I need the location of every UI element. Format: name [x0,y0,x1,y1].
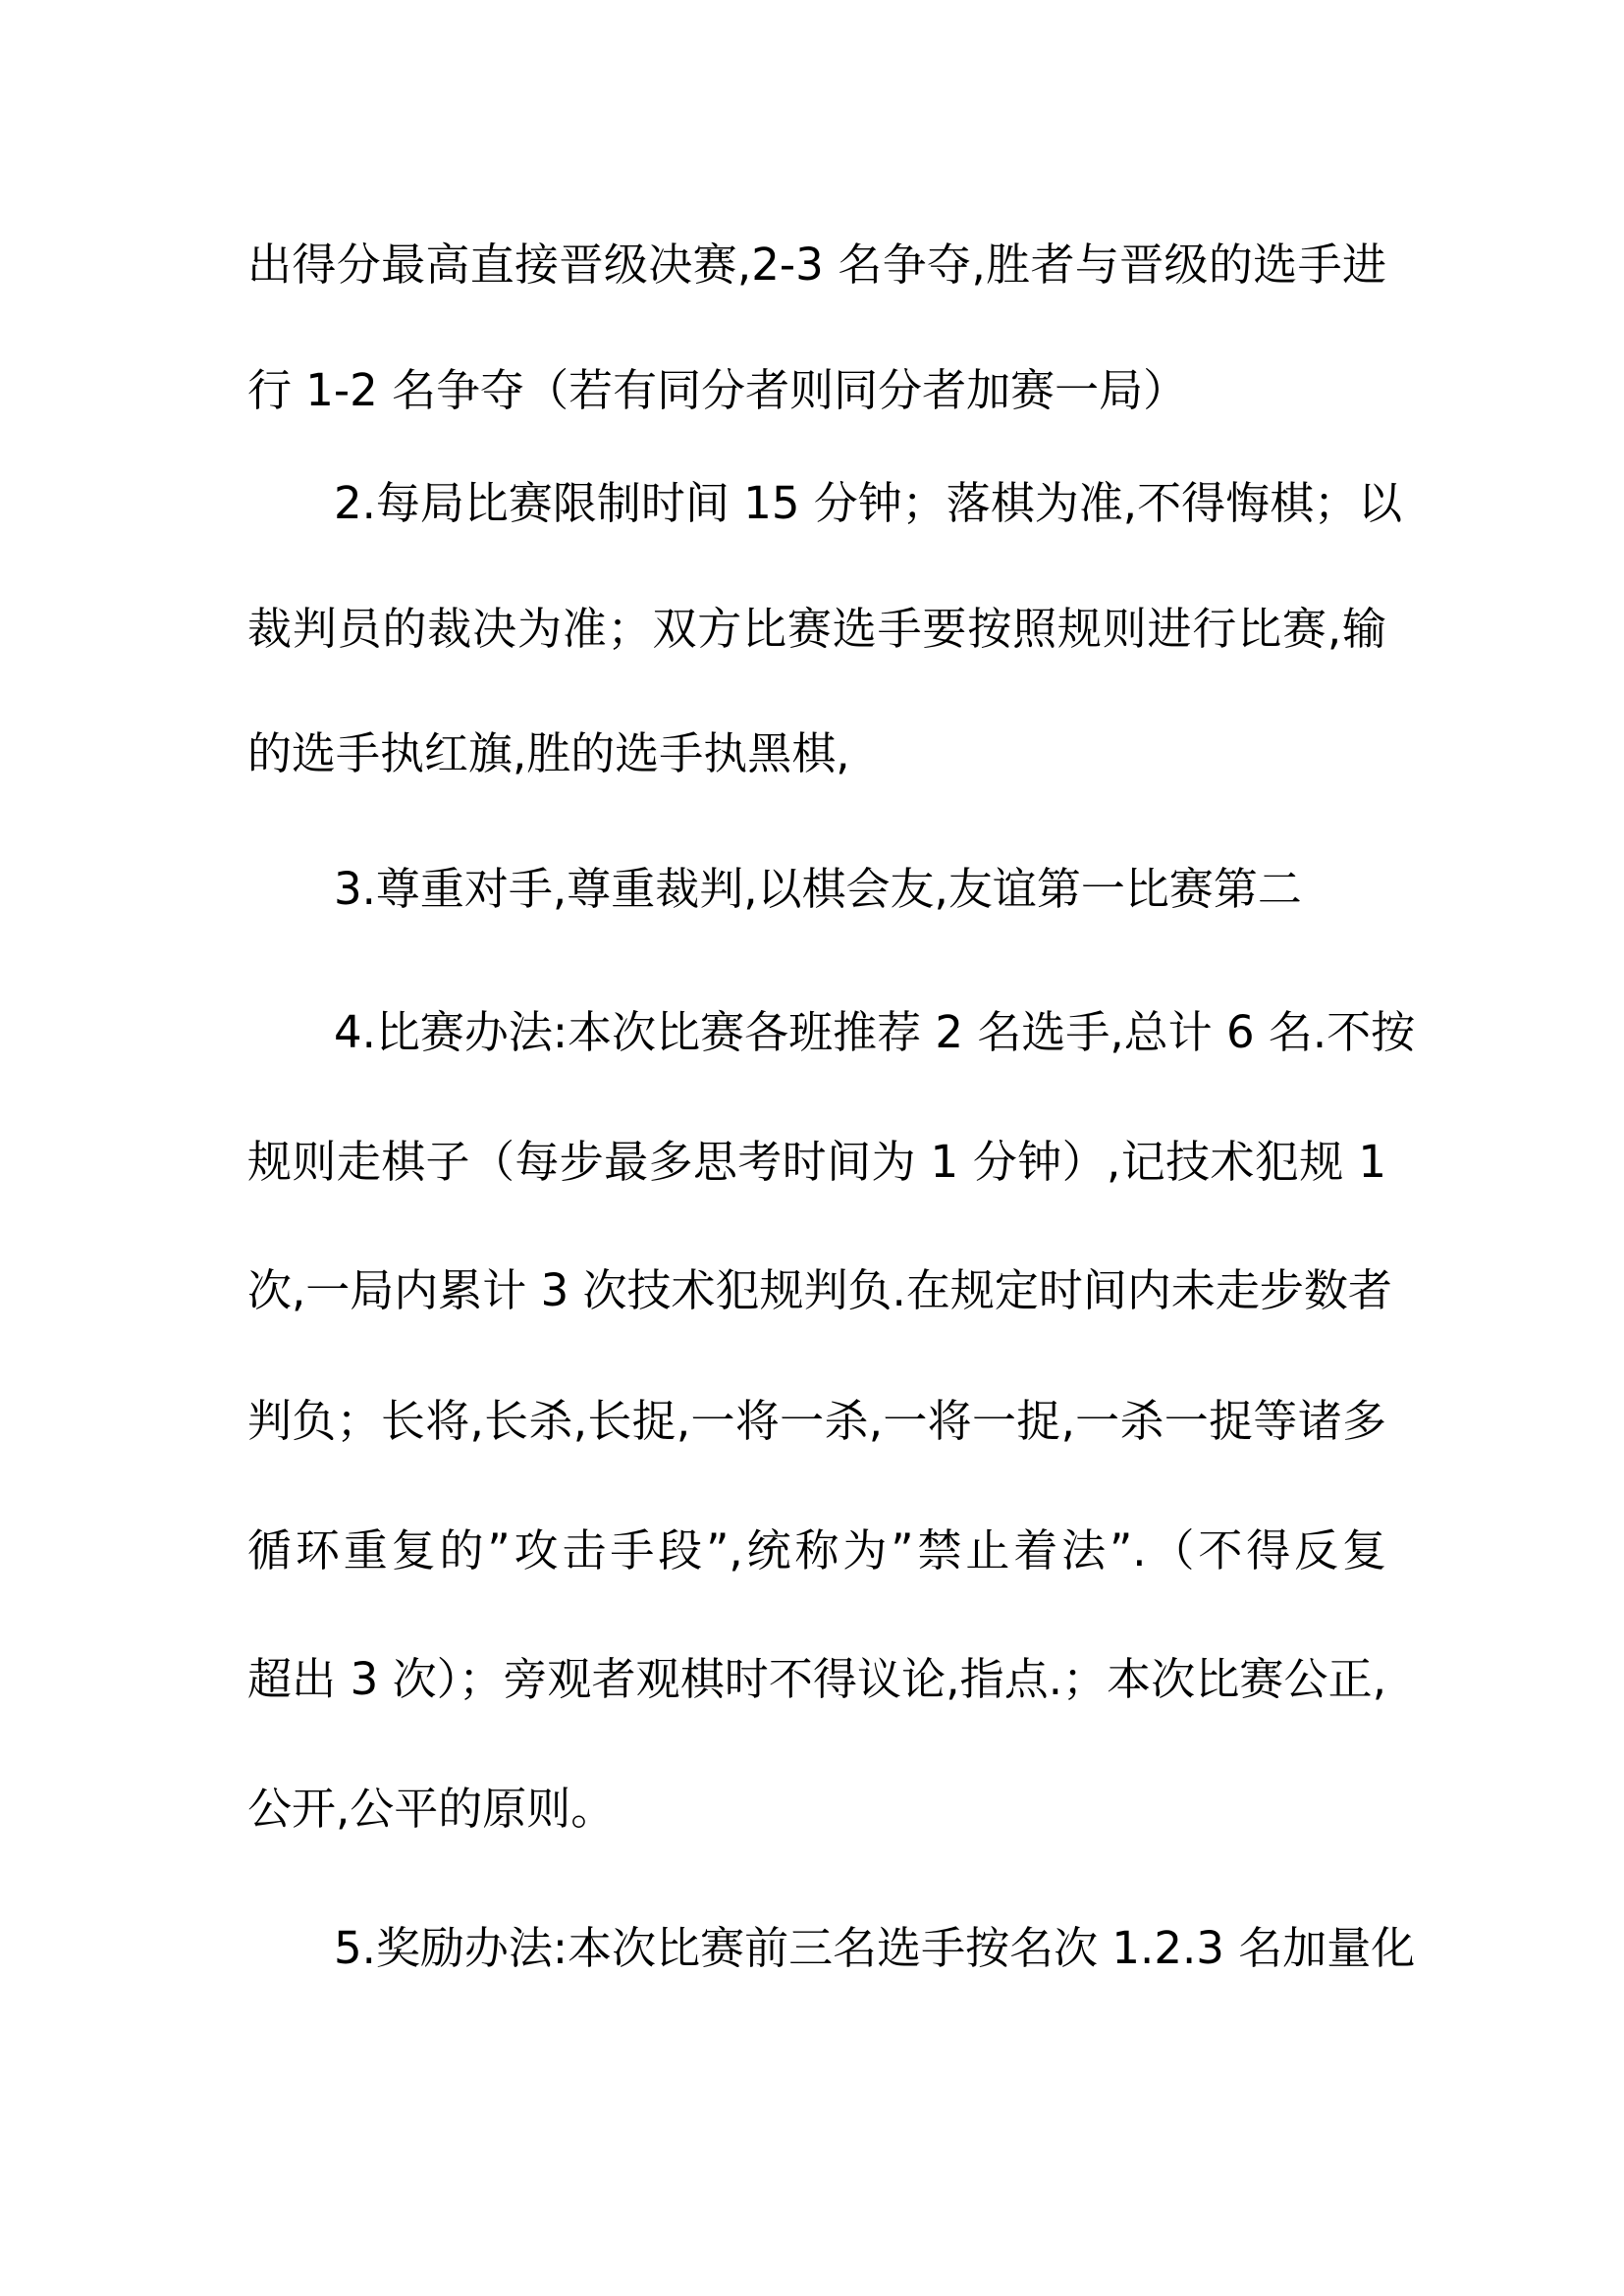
text-line-8: 规则走棋子（每步最多思考时间为 1 分钟）,记技术犯规 1 [247,1136,1386,1188]
text-line-1: 出得分最高直接晋级决赛,2-3 名争夺,胜者与晋级的选手进 [247,239,1386,291]
text-line-12: 超出 3 次）；旁观者观棋时不得议论,指点.；本次比赛公正, [247,1653,1386,1705]
text-line-14: 5.奖励办法:本次比赛前三名选手按名次 1.2.3 名加量化 [334,1922,1416,1974]
text-line-6: 3.尊重对手,尊重裁判,以棋会友,友谊第一比赛第二 [334,863,1302,915]
text-line-7: 4.比赛办法:本次比赛各班推荐 2 名选手,总计 6 名.不按 [334,1006,1416,1058]
text-line-10: 判负；长将,长杀,长捉,一将一杀,一将一捉,一杀一捉等诸多 [247,1395,1386,1447]
text-line-3: 2.每局比赛限制时间 15 分钟；落棋为准,不得悔棋；以 [334,477,1403,529]
text-line-5: 的选手执红旗,胜的选手执黑棋, [247,727,850,779]
text-line-13: 公开,公平的原则。 [247,1783,616,1835]
text-line-4: 裁判员的裁决为准；双方比赛选手要按照规则进行比赛,输 [247,603,1386,655]
text-line-2: 行 1-2 名争夺（若有同分者则同分者加赛一局） [247,364,1188,416]
text-line-9: 次,一局内累计 3 次技术犯规判负.在规定时间内未走步数者 [247,1264,1392,1316]
text-line-11: 循环重复的”攻击手段”,统称为”禁止着法”.（不得反复 [247,1524,1386,1576]
